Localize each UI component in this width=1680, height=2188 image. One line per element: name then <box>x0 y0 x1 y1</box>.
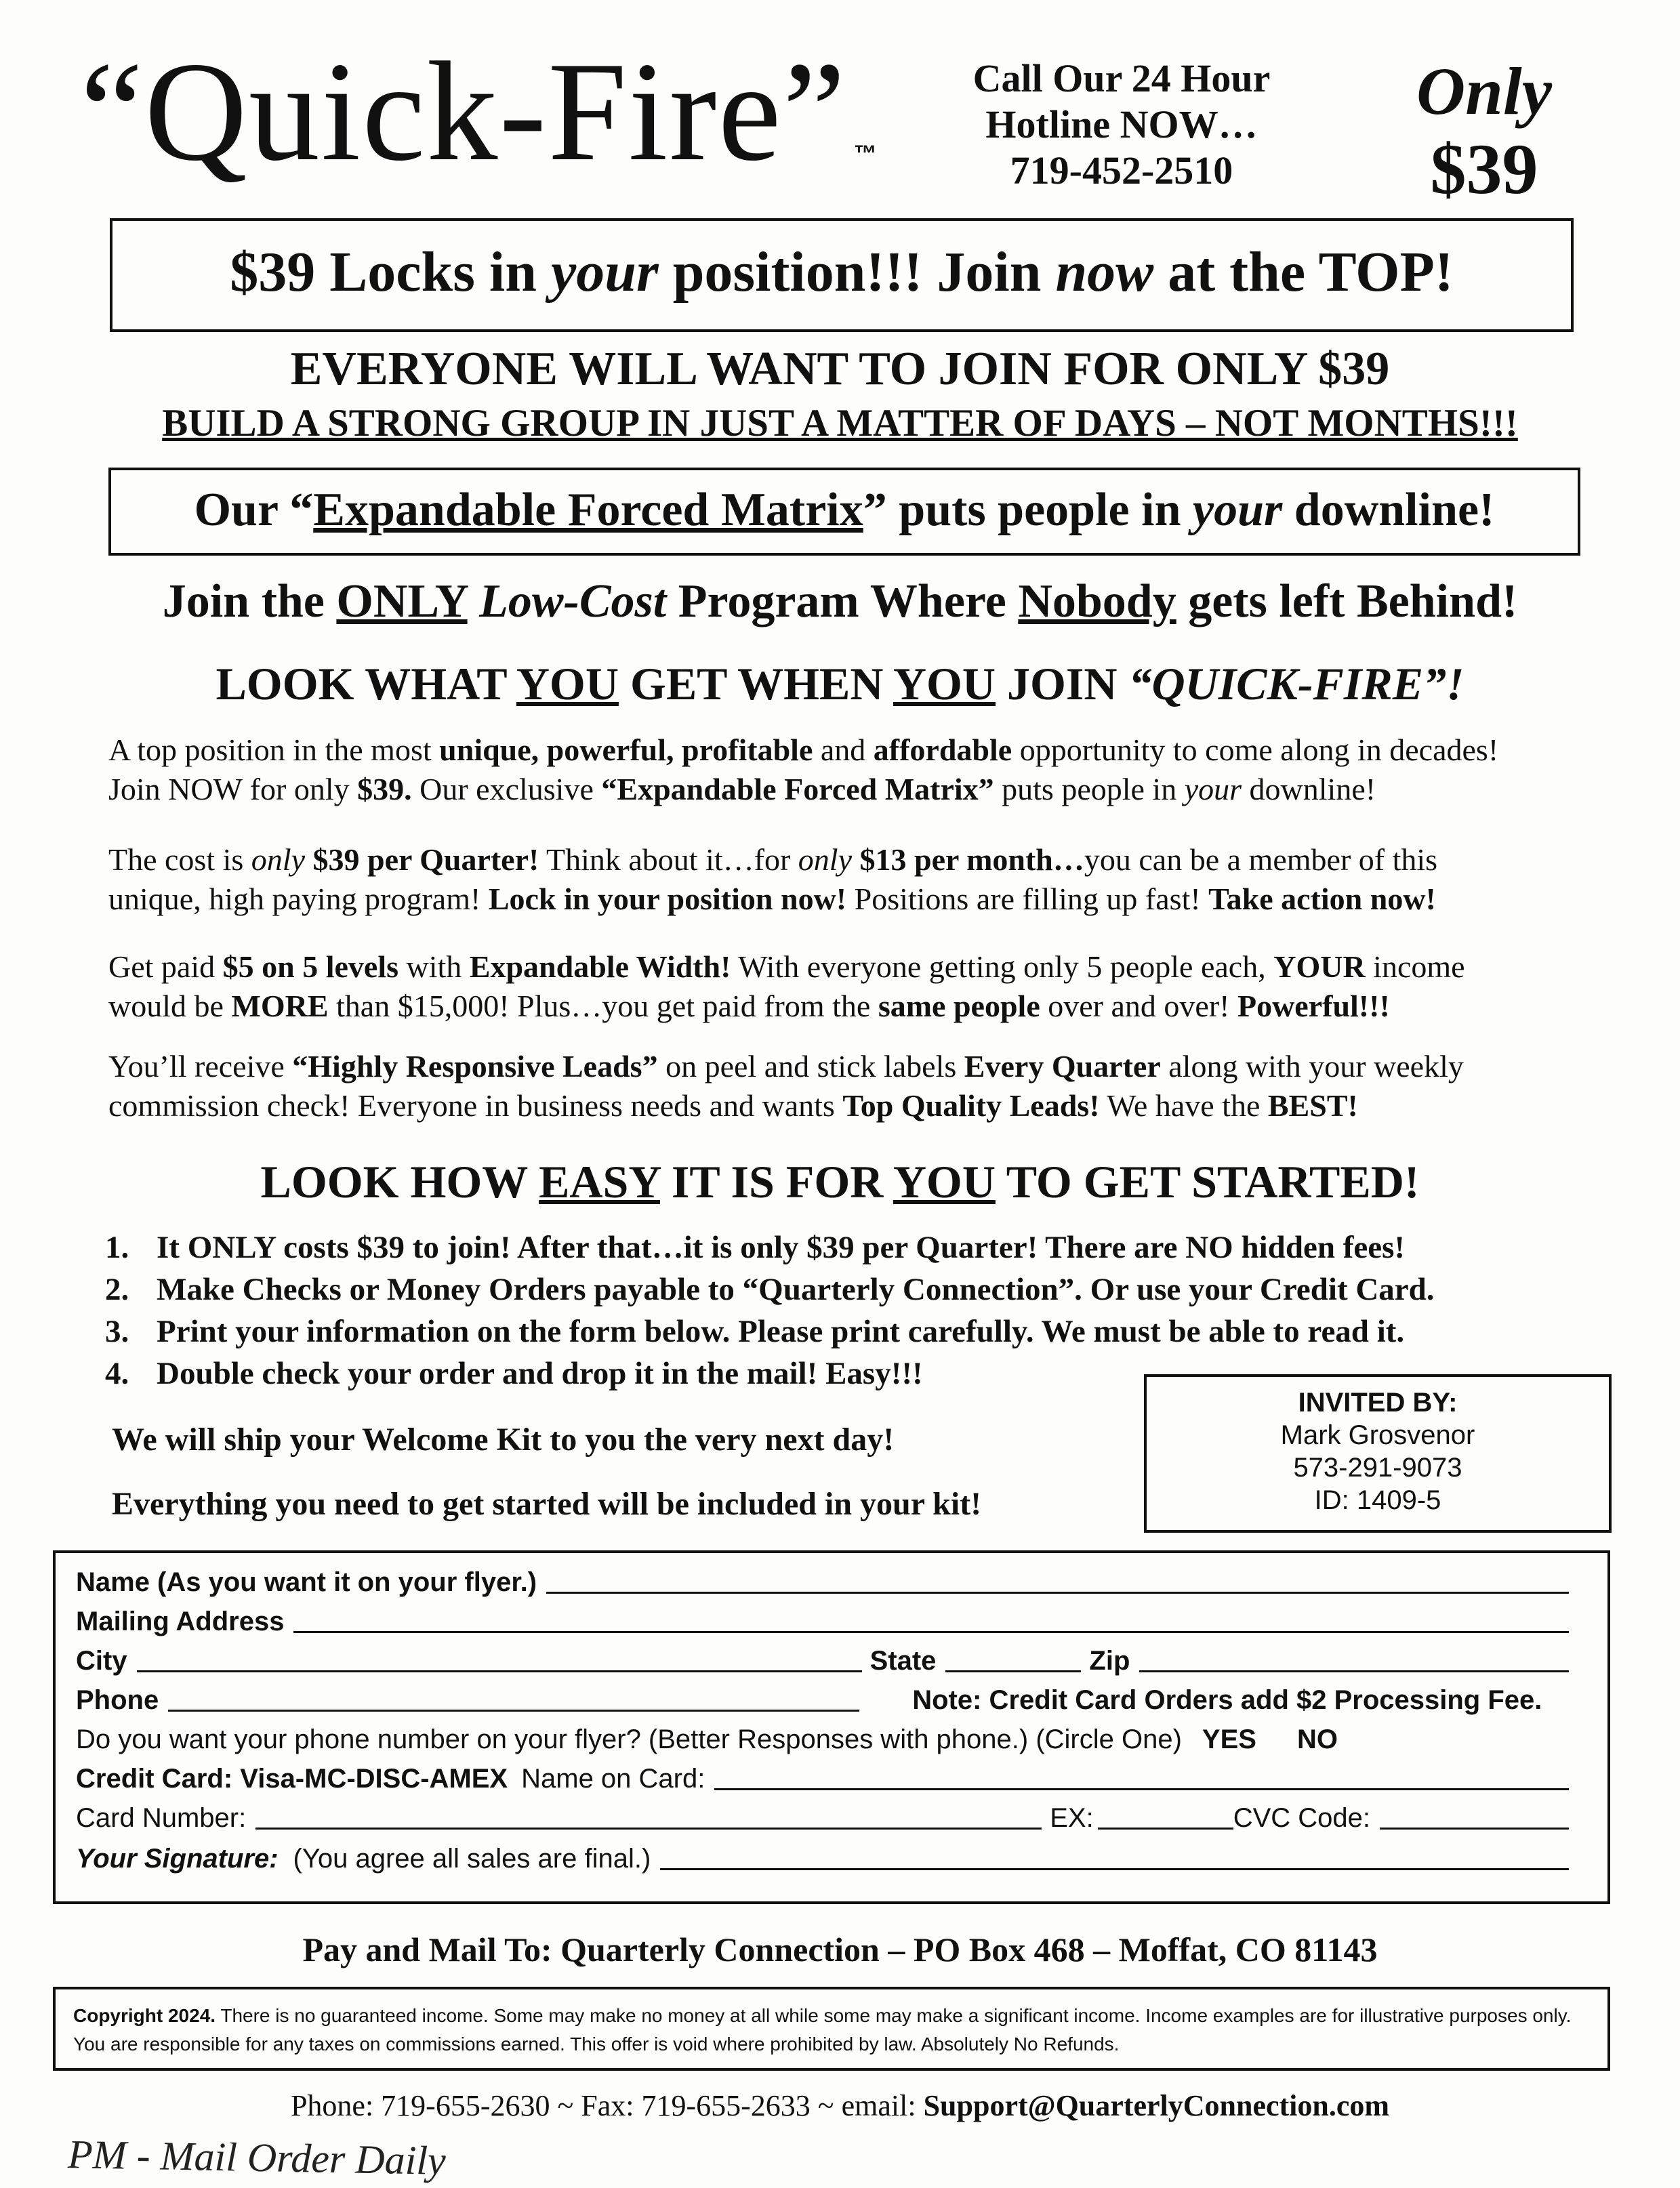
form-row-card-number <box>76 1797 1577 1834</box>
hotline-block <box>935 56 1308 194</box>
phone-on-flyer-question: Do you want your phone number on your flyer? (Better Responses with phone.) (Circle One) <box>76 1725 1182 1754</box>
hotline-phone: 719-452-2510 <box>1010 148 1233 192</box>
name-field[interactable] <box>546 1592 1569 1594</box>
phone-field[interactable] <box>168 1710 859 1712</box>
paragraph-cost: The cost is only $39 per Quarter! Think about it…for only $13 per month…you can be a member of this unique, high paying program! Lock in your position now! Positions are filling up fast! Take action now! <box>108 842 1438 916</box>
form-row-address <box>76 1601 1577 1637</box>
contact-line: Phone: 719-655-2630 ~ Fax: 719-655-2633 ~ email: Support@QuarterlyConnection.com <box>290 2089 1390 2122</box>
join-only-headline: Join the ONLY Low-Cost Program Where Nobody gets left Behind! <box>162 575 1518 627</box>
inviter-phone: 573-291-9073 <box>1293 1453 1462 1483</box>
signature-label: Your Signature: <box>76 1844 279 1874</box>
cvc-label: CVC Code: <box>1233 1803 1370 1833</box>
mailing-address-field[interactable] <box>293 1631 1569 1633</box>
everyone-headline: EVERYONE WILL WANT TO JOIN FOR ONLY $39 <box>290 343 1390 395</box>
price-amount: $39 <box>1430 129 1538 209</box>
state-label: State <box>869 1646 937 1676</box>
quick-fire-logo: “Quick-Fire” ™ <box>80 33 878 190</box>
price-only-label: Only <box>1416 54 1552 129</box>
pay-and-mail-address: Pay and Mail To: Quarterly Connection – PO Box 468 – Moffat, CO 81143 <box>302 1931 1378 1968</box>
everything-included-text: Everything you need to get started will be included in your kit! <box>112 1486 982 1522</box>
phone-label: Phone <box>76 1685 159 1715</box>
order-form <box>53 1550 1610 1904</box>
name-on-card-label: Name on Card: <box>521 1764 705 1794</box>
mailing-address-label: Mailing Address <box>76 1607 285 1636</box>
credit-card-label: Credit Card: Visa-MC-DISC-AMEX <box>76 1764 508 1794</box>
invited-by-box <box>1144 1374 1612 1533</box>
form-row-signature <box>76 1838 1577 1874</box>
card-number-field[interactable] <box>255 1828 1042 1830</box>
signature-note: (You agree all sales are final.) <box>293 1844 651 1874</box>
signature-field[interactable] <box>660 1868 1569 1870</box>
cvc-field[interactable] <box>1380 1828 1569 1830</box>
city-field[interactable] <box>137 1670 862 1672</box>
form-row-city-state-zip <box>76 1640 1577 1676</box>
no-option[interactable]: NO <box>1296 1725 1338 1754</box>
invited-by-heading: INVITED BY: <box>1298 1388 1458 1418</box>
paragraph-top-position: A top position in the most unique, powerful, profitable and affordable opportunity to come along in decades! Join NOW for only $39. Our exclusive “Expandable Forced Matrix” puts people in your downline! <box>108 732 1499 806</box>
name-on-card-field[interactable] <box>714 1788 1569 1790</box>
matrix-banner-text: Our “Expandable Forced Matrix” puts people in your downline! <box>194 484 1495 536</box>
processing-fee-note: Note: Credit Card Orders add $2 Processing Fee. <box>912 1685 1542 1715</box>
steps-list <box>105 1226 1664 1395</box>
paragraph-leads: You’ll receive “Highly Responsive Leads” on peel and stick labels Every Quarter along with your weekly commission check! Everyone in business needs and wants Top Quality Leads! We have the BEST! <box>108 1049 1464 1123</box>
matrix-banner <box>108 468 1580 556</box>
banner-text: $39 Locks in your position!!! Join now at the TOP! <box>230 241 1454 304</box>
step-item: 1. It ONLY costs $39 to join! After that…it is only $39 per Quarter! There are NO hidden fees! <box>105 1230 1406 1265</box>
city-label: City <box>76 1646 127 1676</box>
ship-welcome-kit-text: We will ship your Welcome Kit to you the very next day! <box>112 1422 895 1458</box>
zip-field[interactable] <box>1139 1670 1569 1672</box>
contact-email-link[interactable]: Support@QuarterlyConnection.com <box>923 2089 1390 2122</box>
form-row-phone-question <box>76 1718 1577 1755</box>
form-row-phone <box>76 1679 1577 1716</box>
hotline-line-1: Call Our 24 Hour <box>972 56 1271 100</box>
inviter-id: ID: 1409-5 <box>1314 1485 1441 1515</box>
handwritten-note: PM - Mail Order Daily <box>67 2132 447 2183</box>
price-block <box>1382 54 1586 210</box>
contact-phone: Phone: 719-655-2630 <box>290 2089 550 2122</box>
expiry-field[interactable] <box>1098 1828 1233 1830</box>
step-item: 2. Make Checks or Money Orders payable to “Quarterly Connection”. Or use your Credit Card. <box>105 1272 1435 1307</box>
hotline-line-2: Hotline NOW… <box>985 102 1258 146</box>
expiry-label: EX: <box>1050 1803 1094 1833</box>
state-field[interactable] <box>945 1670 1081 1672</box>
form-row-name <box>76 1561 1577 1598</box>
inviter-name: Mark Grosvenor <box>1280 1420 1475 1450</box>
step-item: 4. Double check your order and drop it in the mail! Easy!!! <box>105 1356 923 1391</box>
yes-option[interactable]: YES <box>1202 1725 1256 1754</box>
trademark-symbol: ™ <box>853 141 878 167</box>
step-item: 3. Print your information on the form below. Please print carefully. We must be able to read it. <box>105 1314 1405 1349</box>
form-row-credit-card <box>76 1758 1577 1794</box>
copyright-text: Copyright 2024. There is no guaranteed income. Some may make no money at all while some may make a significant income. Income examples are for illustrative purposes only. You are responsible for any taxes on commissions earned. This offer is void where prohibited by law. Absolutely No Refunds. <box>73 2005 1572 2055</box>
build-group-headline: BUILD A STRONG GROUP IN JUST A MATTER OF DAYS – NOT MONTHS!!! <box>162 402 1518 445</box>
card-number-label: Card Number: <box>76 1803 247 1833</box>
copyright-disclaimer-box <box>53 1987 1610 2071</box>
locks-in-banner <box>110 218 1574 332</box>
zip-label: Zip <box>1089 1646 1130 1676</box>
name-label: Name (As you want it on your flyer.) <box>76 1567 537 1597</box>
look-how-easy-heading: LOOK HOW EASY IT IS FOR YOU TO GET STARTED! <box>260 1156 1420 1207</box>
paragraph-get-paid: Get paid $5 on 5 levels with Expandable Width! With everyone getting only 5 people each, YOUR income would be MORE than $15,000! Plus…you get paid from the same people over and over! Powerful!!! <box>108 949 1465 1023</box>
look-what-you-get-heading: LOOK WHAT YOU GET WHEN YOU JOIN “QUICK-FIRE”! <box>216 658 1464 709</box>
